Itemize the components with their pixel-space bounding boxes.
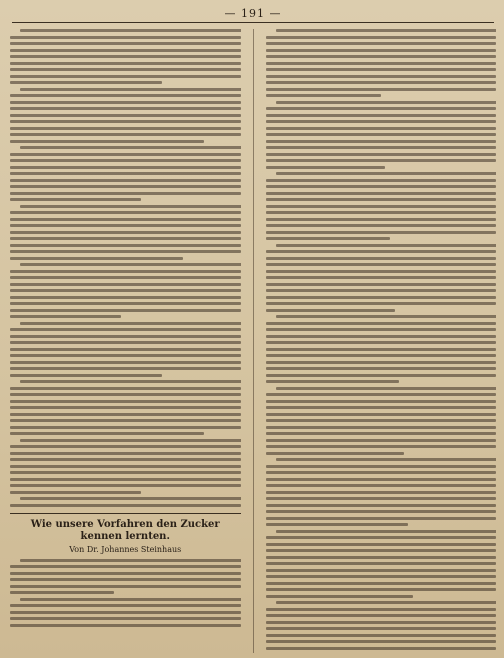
text-line — [10, 68, 241, 71]
text-line — [266, 341, 497, 344]
text-line — [10, 185, 241, 188]
text-line — [10, 250, 241, 253]
text-line — [10, 179, 241, 182]
text-line — [10, 565, 241, 568]
text-line — [266, 42, 497, 45]
text-line — [20, 322, 241, 325]
text-line — [10, 296, 241, 299]
text-line — [266, 75, 497, 78]
text-line — [266, 588, 497, 591]
text-line — [266, 582, 497, 585]
text-line — [266, 393, 497, 396]
text-line — [276, 601, 497, 604]
text-line — [266, 556, 497, 559]
column-left — [10, 29, 241, 653]
article-body-lines — [266, 29, 497, 650]
text-line — [10, 400, 241, 403]
text-line — [10, 159, 241, 162]
text-line — [10, 55, 241, 58]
text-line — [266, 549, 497, 552]
text-line — [266, 452, 404, 455]
text-line — [10, 624, 241, 627]
text-line — [10, 348, 241, 351]
text-line — [266, 211, 497, 214]
text-line — [10, 49, 241, 52]
text-line — [266, 465, 497, 468]
text-line — [266, 471, 497, 474]
text-line — [266, 400, 497, 403]
text-line — [10, 94, 241, 97]
text-line — [266, 309, 395, 312]
text-line — [10, 224, 241, 227]
text-line — [20, 439, 241, 442]
text-line — [266, 224, 497, 227]
text-line — [10, 257, 183, 260]
text-line — [276, 29, 497, 32]
text-line — [10, 591, 114, 594]
text-line — [10, 107, 241, 110]
text-line — [10, 231, 241, 234]
text-line — [266, 497, 497, 500]
text-line — [10, 244, 241, 247]
text-line — [266, 640, 497, 643]
text-line — [10, 192, 241, 195]
text-line — [10, 75, 241, 78]
text-line — [10, 114, 241, 117]
text-line — [10, 354, 241, 357]
text-line — [276, 458, 497, 461]
text-line — [276, 172, 497, 175]
text-line — [20, 559, 241, 562]
text-line — [266, 367, 497, 370]
text-line — [266, 426, 497, 429]
text-line — [10, 367, 241, 370]
text-line — [10, 62, 241, 65]
text-line — [266, 445, 497, 448]
text-line — [266, 289, 497, 292]
section-rule — [10, 513, 241, 514]
text-line — [266, 283, 497, 286]
text-line — [266, 621, 497, 624]
text-line — [266, 120, 497, 123]
text-line — [266, 348, 497, 351]
text-columns — [10, 29, 496, 653]
text-line — [266, 146, 497, 149]
text-line — [266, 140, 497, 143]
text-line — [20, 380, 241, 383]
text-line — [266, 478, 497, 481]
text-line — [266, 88, 497, 91]
text-line — [266, 166, 386, 169]
text-line — [266, 504, 497, 507]
text-line — [20, 146, 241, 149]
text-line — [10, 393, 241, 396]
text-line — [266, 231, 497, 234]
text-line — [10, 140, 204, 143]
text-line — [266, 55, 497, 58]
text-line — [10, 572, 241, 575]
text-line — [266, 205, 497, 208]
text-line — [266, 634, 497, 637]
text-line — [266, 575, 497, 578]
page-number: — 191 — — [224, 6, 282, 20]
text-line — [266, 406, 497, 409]
page-header — [10, 6, 496, 20]
text-line — [20, 263, 241, 266]
text-line — [266, 380, 400, 383]
text-line — [266, 335, 497, 338]
text-line — [266, 133, 497, 136]
article-byline: Von Dr. Johannes Steinhaus — [69, 544, 182, 554]
text-line — [266, 647, 497, 650]
text-line — [10, 445, 241, 448]
text-line — [266, 127, 497, 130]
article-title: Wie unsere Vorfahren den Zucker kennen lernten. — [30, 518, 220, 542]
text-line — [266, 569, 497, 572]
text-line — [10, 198, 141, 201]
text-line — [266, 296, 497, 299]
text-line — [10, 578, 241, 581]
text-line — [10, 374, 162, 377]
text-line — [266, 627, 497, 630]
text-line — [10, 406, 241, 409]
text-line — [266, 81, 497, 84]
text-line — [20, 29, 241, 32]
text-line — [266, 107, 497, 110]
text-line — [266, 419, 497, 422]
text-line — [10, 101, 241, 104]
text-line — [266, 328, 497, 331]
text-line — [10, 289, 241, 292]
text-line — [266, 192, 497, 195]
text-line — [10, 270, 241, 273]
text-line — [10, 491, 141, 494]
text-line — [10, 81, 162, 84]
text-line — [10, 611, 241, 614]
text-line — [10, 432, 204, 435]
text-line — [266, 322, 497, 325]
text-line — [276, 244, 497, 247]
text-line — [266, 523, 409, 526]
text-line — [266, 114, 497, 117]
text-line — [266, 263, 497, 266]
text-line — [20, 205, 241, 208]
column-right — [266, 29, 497, 653]
text-line — [10, 172, 241, 175]
text-line — [10, 276, 241, 279]
text-line — [20, 497, 241, 500]
text-line — [266, 36, 497, 39]
text-line — [10, 211, 241, 214]
text-line — [10, 133, 241, 136]
text-line — [266, 562, 497, 565]
text-line — [266, 543, 497, 546]
text-line — [10, 478, 241, 481]
text-line — [266, 250, 497, 253]
text-line — [266, 198, 497, 201]
text-line — [10, 42, 241, 45]
text-line — [10, 120, 241, 123]
column-divider — [253, 29, 254, 653]
text-line — [276, 101, 497, 104]
text-line — [10, 302, 241, 305]
text-line — [10, 419, 241, 422]
text-line — [10, 166, 241, 169]
text-line — [20, 598, 241, 601]
text-line — [10, 617, 241, 620]
header-rule — [12, 22, 494, 23]
text-line — [266, 608, 497, 611]
text-line — [266, 257, 497, 260]
text-line — [10, 361, 241, 364]
text-line — [10, 237, 241, 240]
text-line — [10, 504, 241, 507]
text-line — [266, 354, 497, 357]
text-line — [266, 374, 497, 377]
text-line — [10, 465, 241, 468]
text-line — [10, 153, 241, 156]
text-line — [266, 517, 497, 520]
text-line — [10, 484, 241, 487]
text-line — [266, 361, 497, 364]
text-line — [10, 315, 121, 318]
story-continued-lines — [10, 29, 241, 507]
text-line — [266, 491, 497, 494]
text-line — [10, 309, 241, 312]
text-line — [266, 179, 497, 182]
text-line — [10, 283, 241, 286]
text-line — [266, 432, 497, 435]
text-line — [10, 127, 241, 130]
text-line — [10, 335, 241, 338]
text-line — [276, 315, 497, 318]
text-line — [276, 387, 497, 390]
text-line — [266, 439, 497, 442]
text-line — [266, 276, 497, 279]
text-line — [266, 536, 497, 539]
text-line — [266, 153, 497, 156]
text-line — [266, 614, 497, 617]
text-line — [266, 413, 497, 416]
text-line — [10, 413, 241, 416]
article-opening-lines — [10, 559, 241, 627]
text-line — [10, 585, 241, 588]
text-line — [10, 604, 241, 607]
text-line — [10, 471, 241, 474]
text-line — [266, 159, 497, 162]
text-line — [10, 387, 241, 390]
text-line — [10, 328, 241, 331]
text-line — [10, 458, 241, 461]
text-line — [266, 484, 497, 487]
text-line — [20, 88, 241, 91]
text-line — [276, 530, 497, 533]
text-line — [10, 36, 241, 39]
text-line — [266, 62, 497, 65]
text-line — [266, 68, 497, 71]
text-line — [266, 237, 390, 240]
text-line — [266, 94, 381, 97]
text-line — [10, 218, 241, 221]
text-line — [10, 426, 241, 429]
text-line — [266, 49, 497, 52]
text-line — [266, 302, 497, 305]
text-line — [10, 452, 241, 455]
text-line — [266, 270, 497, 273]
text-line — [266, 510, 497, 513]
text-line — [266, 218, 497, 221]
text-line — [10, 341, 241, 344]
text-line — [266, 185, 497, 188]
text-line — [266, 595, 414, 598]
